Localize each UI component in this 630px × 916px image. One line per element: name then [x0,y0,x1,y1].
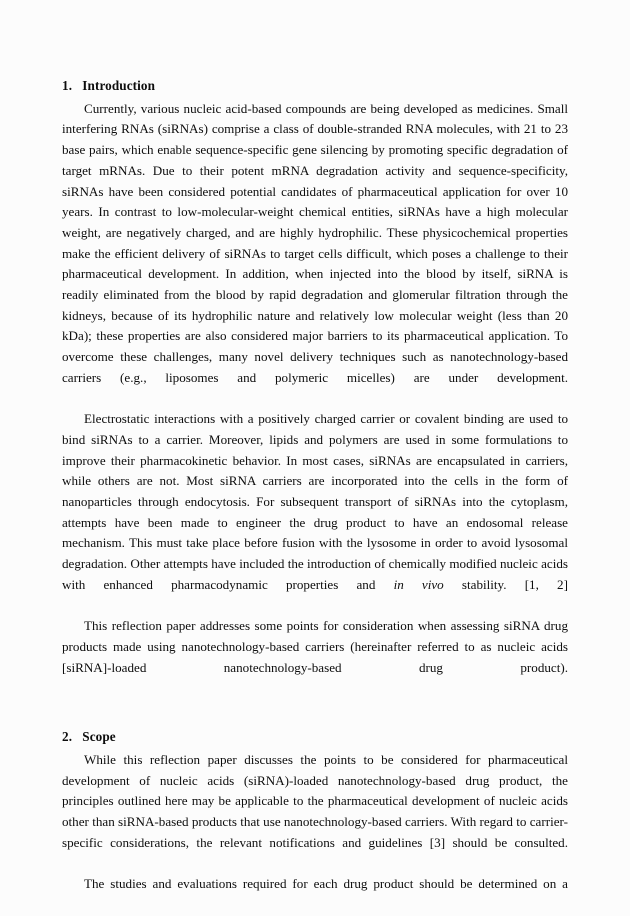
paragraph-introduction-3: This reflection paper addresses some points for consideration when assessing siRNA drug products made using nanotechnology-based carriers (hereinafter referred to as nucleic acids [siRNA]-loaded nanotechnology-based drug product). [62,618,568,675]
section-introduction [62,76,568,699]
paragraph-introduction-2-text: Electrostatic interactions with a positively charged carrier or covalent binding are used to bind siRNAs to a carrier. Moreover, lipids and polymers are used in some formulations to improve their pharmacokinetic behavior. In most cases, siRNAs are encapsulated in carriers, while others are not. Most siRNA carriers are incorporated into the cells in the form of nanoparticles through endocytosis. For subsequent transport of siRNAs into the cytoplasm, attempts have been made to engineer the drug product to have an endosomal release mechanism. This must take place before fusion with the lysosome in order to avoid lysosomal degradation. Other attempts have included the introduction of chemically modified nucleic acids with enhanced pharmacodynamic properties and [62,411,568,592]
section-spacer [62,699,568,727]
paragraph-introduction-2-italic-term: in vivo [393,576,444,592]
section-scope [62,727,568,915]
section-heading-scope: 2. Scope [62,729,116,745]
section-heading-introduction: 1. Introduction [62,78,156,93]
paragraph-introduction-2-tail: stability. [1, 2] [443,576,568,592]
paragraph-scope-2: The studies and evaluations required for each drug product should be determined on a [84,876,568,892]
paragraph-introduction-2 [62,409,568,616]
document-body [62,76,568,915]
paragraph-introduction-1: Currently, various nucleic acid-based compounds are being developed as medicines. Small interfering RNAs (siRNAs) comprise a class of double-stranded RNA molecules, with 21 to 23 base pairs, which enable sequence-specific gene silencing by promoting specific degradation of target mRNAs. Due to their potent mRNA degradation activity and sequence-specificity, siRNAs have been considered potential candidates of pharmaceutical application for over 10 years. In contrast to low-molecular-weight chemical entities, siRNAs have a high molecular weight, are negatively charged, and are highly hydrophilic. These physicochemical properties make the efficient delivery of siRNAs to target cells difficult, which poses a challenge to their pharmaceutical development. In addition, when injected into the blood by itself, siRNA is readily eliminated from the blood by rapid degradation and glomerular filtration through the kidneys, because of its hydrophilic nature and relatively low molecular weight (less than 20 kDa); these properties are also considered major barriers to its pharmaceutical application. To overcome these challenges, many novel delivery techniques such as nanotechnology-based carriers (e.g., liposomes and polymeric micelles) are under development. [62,100,568,385]
paragraph-scope-1: While this reflection paper discusses the points to be considered for pharmaceutical development of nucleic acids (siRNA)-loaded nanotechnology-based drug product, the principles outlined here may be applicable to the pharmaceutical development of nucleic acids other than siRNA-based products that use nanotechnology-based carriers. With regard to carrier-specific considerations, the relevant notifications and guidelines [3] should be consulted. [62,751,568,850]
